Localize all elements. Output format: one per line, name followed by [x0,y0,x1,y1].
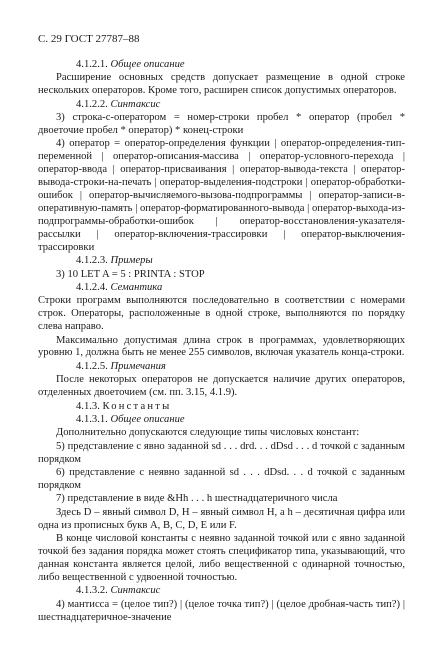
section-title: Синтаксис [110,98,161,110]
section-heading [38,99,405,112]
section-heading [38,414,405,427]
section-heading [38,255,405,268]
section-title: Синтаксис [110,585,161,597]
document-body [38,59,405,624]
section-heading [38,401,405,414]
paragraph: 4) мантисса = (целое тип?) | (целое точка тип?) | (целое дробная-часть тип?) | шестнадцатеричное-значение [38,598,405,623]
section-title: Примечания [110,360,166,372]
paragraph: Здесь D – явный символ D, H – явный символ H, a h – десятичная цифра или одна из прописных букв A, B, C, D, E или F. [38,506,405,531]
paragraph: Строки программ выполняются последовательно в соответствии с номерами строк. Операторы, расположенные в одной строке, выполняются по порядку слева направо. [38,295,405,333]
paragraph: 5) представление с явно заданной sd . . . drd. . . dDsd . . . d точкой с заданным порядком [38,440,405,465]
section-number: 4.1.3.1. [76,413,108,425]
section-number: 4.1.2.1. [76,59,108,70]
section-title: Константы [102,400,172,412]
paragraph: 7) представление в виде &Hh . . . h шестнадцатеричного числа [56,493,338,505]
paragraph: 3) строка-с-оператором = номер-строки пробел * оператор (пробел * двоеточие пробел * оператор) * конец-строки [38,112,405,137]
section-heading [38,282,405,295]
section-heading [38,585,405,598]
section-number: 4.1.3.2. [76,585,108,597]
paragraph: Расширение основных средств допускает размещение в одной строке нескольких операторов. Кроме того, расширен список допустимых операторов. [38,72,405,97]
section-number: 4.1.2.3. [76,255,108,267]
section-number: 4.1.2.4. [76,281,108,293]
section-title: Примеры [110,255,153,267]
section-number: 4.1.2.2. [76,98,108,110]
page-header: С. 29 ГОСТ 27787–88 [38,33,140,45]
paragraph: В конце числовой константы с неявно заданной точкой или с явно заданной точкой без задания порядка может стоять спецификатор типа, указывающий, что данная константа является целой, либо вещественной с одинарной точностью, либо вещественной с удвоенной точностью. [38,533,405,583]
section-title: Семантика [110,281,163,293]
paragraph: Максимально допустимая длина строк в программах, удовлетворяющих уровню 1, должна быть не менее 255 символов, включая указатель конца-строки. [38,334,405,359]
section-title: Общее описание [110,59,185,70]
section-number: 4.1.2.5. [76,360,108,372]
paragraph: 3) 10 LET A = 5 : PRINTA : STOP [56,268,205,280]
section-heading [38,59,405,72]
section-title: Общее описание [110,413,185,425]
paragraph: Дополнительно допускаются следующие типы числовых констант: [56,427,360,439]
paragraph: 4) оператор = оператор-определения функции | оператор-определения-тип-переменной | оператор-описания-массива | оператор-условного-перехода | оператор-ввода | оператор-присваивания | оператор-вывода-текста | оператор-вывода-строки-на-печать | оператор-выделения-подстроки | оператор-обработки-ошибок | оператор-вычисляемого-вызова-подпрограммы | оператор-записи-в-оперативную-память | оператор-форматированного-вывода | оператор-выхода-из-подпрограммы-обработки-ошибок | оператор-восстановления-указателя-рассылки | оператор-включения-трассировки | оператор-выключения-трассировки [38,138,405,253]
paragraph: 6) представление с неявно заданной sd . . . dDsd. . . d точкой с заданным порядком [38,467,405,491]
paragraph: После некоторых операторов не допускается наличие других операторов, отделенных двоеточием (см. пп. 3.15, 4.1.9). [38,374,405,399]
section-heading [38,361,405,374]
section-number: 4.1.3. [76,400,100,412]
